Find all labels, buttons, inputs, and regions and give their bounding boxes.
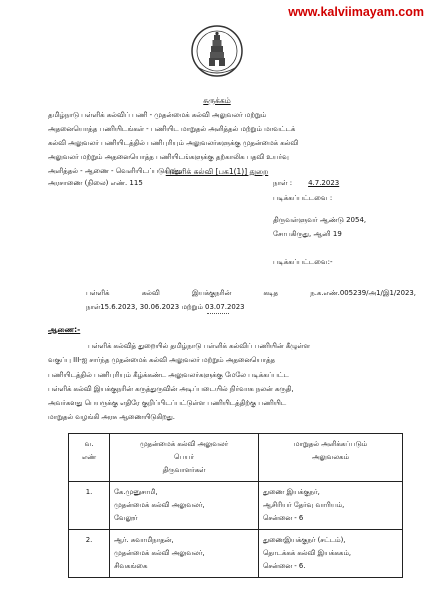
reference-line-2: நாள்15.6.2023, 30.06.2023 மற்றும் 03.07.2023	[86, 303, 245, 311]
site-url[interactable]: www.kalviimayam.com	[288, 5, 424, 19]
table-header-row	[69, 434, 403, 482]
transfer-table	[68, 433, 403, 578]
cell-destination: துணைஇயக்குநர் (சட்டம்), தொடக்கக் கல்வி இயக்ககம், சென்னை - 6.	[259, 530, 403, 578]
go-number: அரசாணை (நிலை) எண். 115	[48, 179, 143, 187]
go-date-label: நாள் :	[273, 179, 293, 187]
go-date	[273, 179, 339, 188]
cell-serial: 2.	[69, 530, 110, 578]
reference-part: ந.க.எண்.005239/அ1/இ1/2023,	[310, 289, 416, 297]
order-line: பள்ளிக் கல்வி இயக்குநரின் கருத்துருவின் அடிப்படையில் நிர்வாக நலன் கருதி,	[48, 384, 294, 393]
cell-serial: 1.	[69, 482, 110, 530]
section-divider	[207, 313, 229, 314]
order-text	[48, 339, 394, 425]
order-line: பள்ளிக் கல்வித் துறையில் தமிழ்நாடு பள்ளிக் கல்விப் பணியின் கீழுள்ள	[88, 342, 310, 350]
summary-line: தமிழ்நாடு பள்ளிக் கல்விப் பணி - முதன்மைக் கல்வி அலுவலர் மற்றும்	[48, 111, 267, 119]
cell-officer-name: ஆர். சுவாமிநாதன், முதன்மைக் கல்வி அலுவலர், சிவகங்கை	[110, 530, 259, 578]
order-line: மாறுதல் வழங்கி அரசு ஆணையிடுகிறது.	[48, 413, 175, 422]
reference-part: கடித	[263, 289, 278, 297]
tamil-year: திருவள்ளுவர் ஆண்டு 2054,	[273, 216, 367, 224]
summary-line: அளித்தல் - ஆணை - வெளியிடப்படுகிறது.	[48, 167, 183, 175]
order-line: வகுப்பு III-ஐ சார்ந்த முதன்மைக் கல்வி அலுவலர் மற்றும் அதனையொத்த	[48, 356, 275, 365]
reference-part: இயக்குநரின்	[192, 289, 232, 297]
read-label: படிக்கப்பட்டவை :	[273, 194, 333, 202]
order-heading: ஆணை:-	[48, 325, 81, 334]
summary-heading: சுருக்கம்	[203, 96, 231, 105]
summary-line: கல்வி அலுவலர் பணியிடத்தில் பணிபுரியும் அலுவலர்களுக்கு முதன்மைக் கல்வி	[48, 139, 299, 147]
order-line: அவர்களது பெயருக்கு எதிரே குறிப்பிடப்பட்டுள்ள பணியிடத்திற்கு பணியிட	[48, 399, 287, 408]
cell-destination: துணை இயக்குநர், ஆசிரியர் தேர்வு வாரியம், சென்னை - 6	[259, 482, 403, 530]
reference-line-1	[86, 286, 416, 300]
tamil-month: சோபகிருது, ஆனி 19	[273, 230, 342, 238]
summary-line: அலுவலர் மற்றும் அதனையொத்த பணியிடங்களுக்கு தற்காலிக பதவி உயர்வு	[48, 153, 289, 161]
tamil-nadu-government-emblem-icon	[191, 22, 243, 80]
reference-part: கல்வி	[141, 289, 160, 297]
read-label-2: படிக்கப்பட்டவை:-	[273, 258, 333, 266]
go-date-value: 4.7.2023	[308, 179, 340, 187]
reference-part: பள்ளிக்	[86, 289, 110, 297]
table-row	[69, 482, 403, 530]
cell-officer-name: கே.முனுசாமி, முதன்மைக் கல்வி அலுவலர், வேலூர்	[110, 482, 259, 530]
department-title: பள்ளிக் கல்வி [பக1(1)] துறை	[165, 167, 269, 176]
header-destination: மாறுதல் அளிக்கப்படும் அலுவலகம்	[259, 434, 403, 482]
header-officer-name: முதன்மைக் கல்வி அலுவலர் பெயர் திருவாளர்கள்	[110, 434, 259, 482]
summary-line: அதனையொத்த பணியிடங்கள் - பணியிட மாறுதல் அளித்தல் மற்றும் மாவட்டக்	[48, 125, 296, 133]
header-serial: வ. எண்	[69, 434, 110, 482]
order-line: பணியிடத்தில் பணிபுரியும் கீழ்க்கண்ட அலுவலர்களுக்கு மேலே படிக்கப்பட்ட	[48, 370, 289, 379]
table-row	[69, 530, 403, 578]
reference-block	[86, 286, 416, 314]
